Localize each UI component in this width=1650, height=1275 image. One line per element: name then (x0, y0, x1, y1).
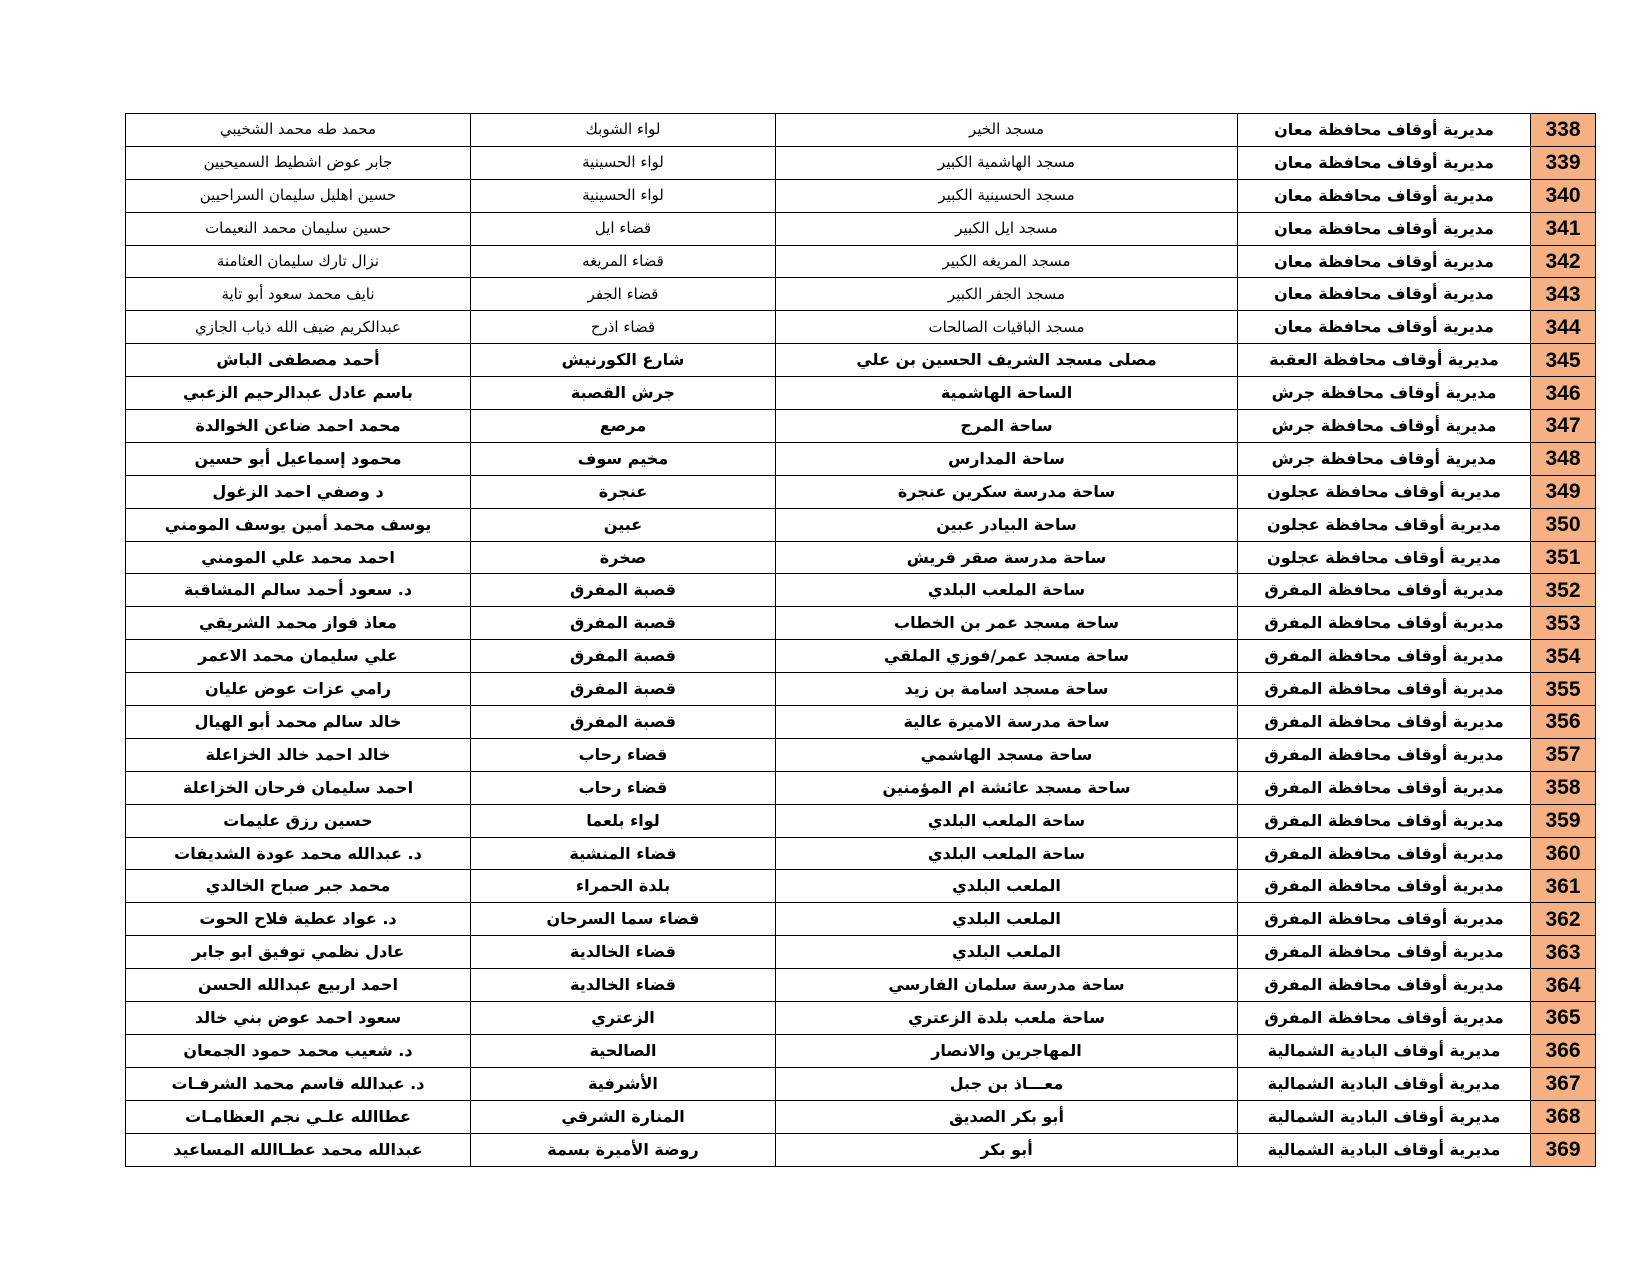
venue-cell: مسجد الخير (776, 114, 1238, 147)
row-number: 366 (1531, 1034, 1596, 1067)
imam-name-cell: حسين سليمان محمد النعيمات (126, 212, 471, 245)
table-row (126, 245, 1596, 278)
area-cell: صخرة (471, 541, 776, 574)
directorate-cell: مديرية أوقاف محافظة جرش (1238, 442, 1531, 475)
directorate-cell: مديرية أوقاف البادية الشمالية (1238, 1133, 1531, 1166)
area-cell: قضاء الخالدية (471, 936, 776, 969)
row-number: 354 (1531, 640, 1596, 673)
venue-cell: مصلى مسجد الشريف الحسين بن علي (776, 344, 1238, 377)
row-number: 340 (1531, 179, 1596, 212)
directorate-cell: مديرية أوقاف محافظة المفرق (1238, 706, 1531, 739)
table-row (126, 442, 1596, 475)
area-cell: لواء بلعما (471, 804, 776, 837)
directorate-cell: مديرية أوقاف محافظة جرش (1238, 377, 1531, 410)
directorate-cell: مديرية أوقاف محافظة عجلون (1238, 508, 1531, 541)
imam-name-cell: سعود احمد عوض بني خالد (126, 1002, 471, 1035)
imam-name-cell: نايف محمد سعود أبو تاية (126, 278, 471, 311)
venue-cell: مسجد ايل الكبير (776, 212, 1238, 245)
directorate-cell: مديرية أوقاف محافظة المفرق (1238, 738, 1531, 771)
imam-name-cell: د. عبدالله محمد عودة الشديفات (126, 837, 471, 870)
table-row (126, 114, 1596, 147)
venue-cell: ساحة مدرسة الاميرة عالية (776, 706, 1238, 739)
imam-name-cell: رامي عزات عوض عليان (126, 673, 471, 706)
table-row (126, 574, 1596, 607)
table-row (126, 640, 1596, 673)
venue-cell: مسجد الباقيات الصالحات (776, 311, 1238, 344)
area-cell: قضاء رحاب (471, 738, 776, 771)
imam-name-cell: د. عواد عطية فلاح الحوت (126, 903, 471, 936)
imam-name-cell: د. عبدالله قاسم محمد الشرفـات (126, 1067, 471, 1100)
area-cell: مرصع (471, 410, 776, 443)
imam-name-cell: خالد سالم محمد أبو الهيال (126, 706, 471, 739)
row-number: 368 (1531, 1100, 1596, 1133)
area-cell: قضاء الخالدية (471, 969, 776, 1002)
directorate-cell: مديرية أوقاف محافظة المفرق (1238, 574, 1531, 607)
venue-cell: مسجد المريغه الكبير (776, 245, 1238, 278)
venue-cell: معـــاذ بن جبل (776, 1067, 1238, 1100)
prayer-venues-table (125, 113, 1596, 1167)
row-number: 362 (1531, 903, 1596, 936)
venue-cell: ساحة مسجد عمر/فوزي الملقي (776, 640, 1238, 673)
row-number: 345 (1531, 344, 1596, 377)
area-cell: قضاء ايل (471, 212, 776, 245)
directorate-cell: مديرية أوقاف محافظة المفرق (1238, 640, 1531, 673)
imam-name-cell: احمد اربيع عبدالله الحسن (126, 969, 471, 1002)
row-number: 352 (1531, 574, 1596, 607)
table-row (126, 607, 1596, 640)
imam-name-cell: عادل نظمي توفيق ابو جابر (126, 936, 471, 969)
imam-name-cell: عطاالله علـي نجم العظامـات (126, 1100, 471, 1133)
table-row (126, 870, 1596, 903)
area-cell: المنارة الشرقي (471, 1100, 776, 1133)
venue-cell: أبو بكر (776, 1133, 1238, 1166)
directorate-cell: مديرية أوقاف محافظة معان (1238, 311, 1531, 344)
venue-cell: ساحة الملعب البلدي (776, 804, 1238, 837)
imam-name-cell: عبدالله محمد عطـاالله المساعيد (126, 1133, 471, 1166)
area-cell: روضة الأميرة بسمة (471, 1133, 776, 1166)
venue-cell: ساحة مسجد عمر بن الخطاب (776, 607, 1238, 640)
directorate-cell: مديرية أوقاف محافظة معان (1238, 245, 1531, 278)
area-cell: قصبة المفرق (471, 640, 776, 673)
directorate-cell: مديرية أوقاف محافظة المفرق (1238, 607, 1531, 640)
row-number: 343 (1531, 278, 1596, 311)
directorate-cell: مديرية أوقاف محافظة معان (1238, 278, 1531, 311)
row-number: 365 (1531, 1002, 1596, 1035)
venue-cell: ساحة ملعب بلدة الزعتري (776, 1002, 1238, 1035)
row-number: 359 (1531, 804, 1596, 837)
row-number: 369 (1531, 1133, 1596, 1166)
row-number: 347 (1531, 410, 1596, 443)
venue-cell: ساحة مسجد الهاشمي (776, 738, 1238, 771)
imam-name-cell: أحمد مصطفى الباش (126, 344, 471, 377)
table-row (126, 706, 1596, 739)
directorate-cell: مديرية أوقاف البادية الشمالية (1238, 1100, 1531, 1133)
table-row (126, 410, 1596, 443)
imam-name-cell: احمد سليمان فرحان الخزاعلة (126, 771, 471, 804)
area-cell: شارع الكورنيش (471, 344, 776, 377)
area-cell: الأشرفية (471, 1067, 776, 1100)
imam-name-cell: محمد جبر صباح الخالدي (126, 870, 471, 903)
area-cell: عبين (471, 508, 776, 541)
venue-cell: الساحة الهاشمية (776, 377, 1238, 410)
table-row (126, 311, 1596, 344)
directorate-cell: مديرية أوقاف محافظة معان (1238, 212, 1531, 245)
directorate-cell: مديرية أوقاف محافظة المفرق (1238, 903, 1531, 936)
table-row (126, 673, 1596, 706)
venue-cell: ساحة البيادر عبين (776, 508, 1238, 541)
area-cell: قضاء رحاب (471, 771, 776, 804)
directorate-cell: مديرية أوقاف محافظة المفرق (1238, 673, 1531, 706)
table-row (126, 541, 1596, 574)
row-number: 356 (1531, 706, 1596, 739)
table-row (126, 212, 1596, 245)
imam-name-cell: د وصفي احمد الزغول (126, 475, 471, 508)
venue-cell: مسجد الجفر الكبير (776, 278, 1238, 311)
imam-name-cell: نزال تارك سليمان العثامنة (126, 245, 471, 278)
venue-cell: أبو بكر الصديق (776, 1100, 1238, 1133)
row-number: 357 (1531, 738, 1596, 771)
directorate-cell: مديرية أوقاف محافظة المفرق (1238, 969, 1531, 1002)
venue-cell: المهاجرين والانصار (776, 1034, 1238, 1067)
row-number: 349 (1531, 475, 1596, 508)
row-number: 346 (1531, 377, 1596, 410)
area-cell: قضاء المريغه (471, 245, 776, 278)
row-number: 367 (1531, 1067, 1596, 1100)
imam-name-cell: عبدالكريم ضيف الله ذياب الجازي (126, 311, 471, 344)
table-row (126, 738, 1596, 771)
table-row (126, 837, 1596, 870)
area-cell: بلدة الحمراء (471, 870, 776, 903)
table-row (126, 1100, 1596, 1133)
directorate-cell: مديرية أوقاف محافظة المفرق (1238, 1002, 1531, 1035)
table-row (126, 278, 1596, 311)
directorate-cell: مديرية أوقاف محافظة جرش (1238, 410, 1531, 443)
row-number: 342 (1531, 245, 1596, 278)
venue-cell: مسجد الحسينية الكبير (776, 179, 1238, 212)
table-row (126, 936, 1596, 969)
row-number: 355 (1531, 673, 1596, 706)
venue-cell: ساحة المرج (776, 410, 1238, 443)
area-cell: قصبة المفرق (471, 574, 776, 607)
row-number: 344 (1531, 311, 1596, 344)
row-number: 353 (1531, 607, 1596, 640)
area-cell: لواء الحسينية (471, 179, 776, 212)
area-cell: قضاء سما السرحان (471, 903, 776, 936)
venue-cell: ساحة الملعب البلدي (776, 837, 1238, 870)
imam-name-cell: محمد احمد ضاعن الخوالدة (126, 410, 471, 443)
area-cell: عنجرة (471, 475, 776, 508)
area-cell: الزعتري (471, 1002, 776, 1035)
imam-name-cell: د. سعود أحمد سالم المشاقبة (126, 574, 471, 607)
venue-cell: ساحة المدارس (776, 442, 1238, 475)
directorate-cell: مديرية أوقاف محافظة معان (1238, 114, 1531, 147)
table-row (126, 179, 1596, 212)
table-row (126, 771, 1596, 804)
area-cell: لواء الحسينية (471, 146, 776, 179)
row-number: 363 (1531, 936, 1596, 969)
row-number: 348 (1531, 442, 1596, 475)
row-number: 338 (1531, 114, 1596, 147)
venue-cell: الملعب البلدي (776, 870, 1238, 903)
venue-cell: الملعب البلدي (776, 903, 1238, 936)
imam-name-cell: علي سليمان محمد الاعمر (126, 640, 471, 673)
venue-cell: ساحة مدرسة سلمان الفارسي (776, 969, 1238, 1002)
venue-cell: مسجد الهاشمية الكبير (776, 146, 1238, 179)
table-row (126, 146, 1596, 179)
area-cell: قضاء المنشية (471, 837, 776, 870)
venue-cell: ساحة الملعب البلدي (776, 574, 1238, 607)
venue-cell: ساحة مدرسة سكرين عنجرة (776, 475, 1238, 508)
directorate-cell: مديرية أوقاف محافظة عجلون (1238, 475, 1531, 508)
directorate-cell: مديرية أوقاف محافظة المفرق (1238, 936, 1531, 969)
table-row (126, 377, 1596, 410)
venue-cell: الملعب البلدي (776, 936, 1238, 969)
area-cell: لواء الشوبك (471, 114, 776, 147)
row-number: 339 (1531, 146, 1596, 179)
directorate-cell: مديرية أوقاف محافظة معان (1238, 146, 1531, 179)
imam-name-cell: يوسف محمد أمين يوسف المومني (126, 508, 471, 541)
directorate-cell: مديرية أوقاف محافظة المفرق (1238, 771, 1531, 804)
area-cell: قصبة المفرق (471, 673, 776, 706)
table-row (126, 1133, 1596, 1166)
table-row (126, 475, 1596, 508)
area-cell: قصبة المفرق (471, 607, 776, 640)
imam-name-cell: جابر عوض اشطيط السميحيين (126, 146, 471, 179)
directorate-cell: مديرية أوقاف محافظة المفرق (1238, 837, 1531, 870)
imam-name-cell: احمد محمد علي المومني (126, 541, 471, 574)
table-row (126, 804, 1596, 837)
row-number: 341 (1531, 212, 1596, 245)
row-number: 350 (1531, 508, 1596, 541)
table-row (126, 1067, 1596, 1100)
directorate-cell: مديرية أوقاف محافظة العقبة (1238, 344, 1531, 377)
area-cell: الصالحية (471, 1034, 776, 1067)
directorate-cell: مديرية أوقاف محافظة المفرق (1238, 804, 1531, 837)
area-cell: قضاء اذرح (471, 311, 776, 344)
row-number: 364 (1531, 969, 1596, 1002)
imam-name-cell: معاذ فواز محمد الشريقي (126, 607, 471, 640)
venue-cell: ساحة مدرسة صقر قريش (776, 541, 1238, 574)
imam-name-cell: حسين رزق عليمات (126, 804, 471, 837)
imam-name-cell: د. شعيب محمد حمود الجمعان (126, 1034, 471, 1067)
venue-cell: ساحة مسجد عائشة ام المؤمنين (776, 771, 1238, 804)
directorate-cell: مديرية أوقاف محافظة معان (1238, 179, 1531, 212)
directorate-cell: مديرية أوقاف البادية الشمالية (1238, 1034, 1531, 1067)
row-number: 360 (1531, 837, 1596, 870)
imam-name-cell: حسين اهليل سليمان السراحيين (126, 179, 471, 212)
table-row (126, 903, 1596, 936)
directorate-cell: مديرية أوقاف محافظة المفرق (1238, 870, 1531, 903)
table-row (126, 969, 1596, 1002)
venue-cell: ساحة مسجد اسامة بن زيد (776, 673, 1238, 706)
row-number: 351 (1531, 541, 1596, 574)
imam-name-cell: محمود إسماعيل أبو حسين (126, 442, 471, 475)
row-number: 358 (1531, 771, 1596, 804)
imam-name-cell: باسم عادل عبدالرحيم الزعبي (126, 377, 471, 410)
table-row (126, 508, 1596, 541)
table-row (126, 1002, 1596, 1035)
area-cell: مخيم سوف (471, 442, 776, 475)
table-row (126, 344, 1596, 377)
imam-name-cell: خالد احمد خالد الخزاعلة (126, 738, 471, 771)
table-body (126, 114, 1596, 1167)
imam-name-cell: محمد طه محمد الشخيبي (126, 114, 471, 147)
table-row (126, 1034, 1596, 1067)
area-cell: جرش القصبة (471, 377, 776, 410)
directorate-cell: مديرية أوقاف محافظة عجلون (1238, 541, 1531, 574)
directorate-cell: مديرية أوقاف البادية الشمالية (1238, 1067, 1531, 1100)
row-number: 361 (1531, 870, 1596, 903)
area-cell: قضاء الجفر (471, 278, 776, 311)
area-cell: قصبة المفرق (471, 706, 776, 739)
